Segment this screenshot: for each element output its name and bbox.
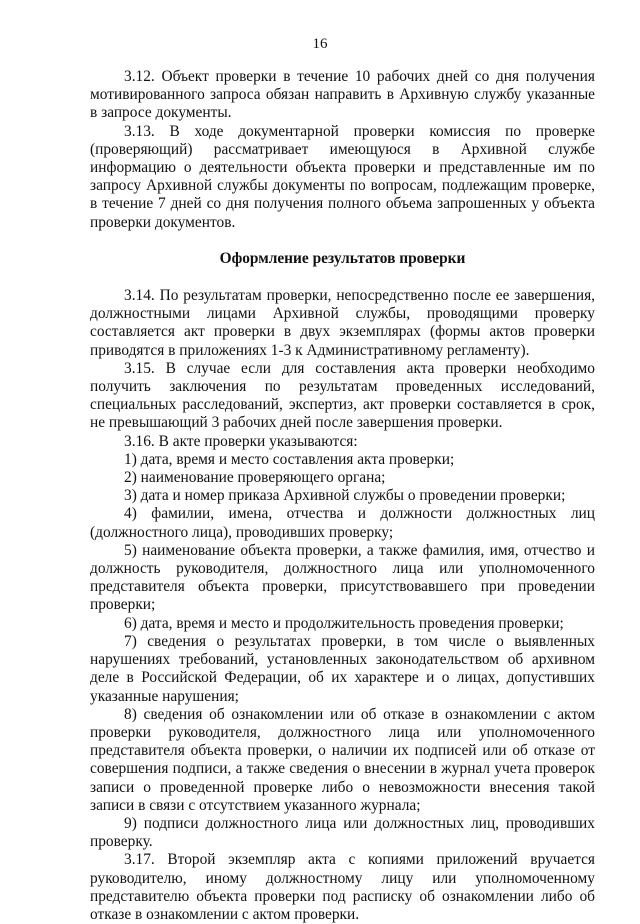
- paragraph-3-12: 3.12. Объект проверки в течение 10 рабочих дней со дня получения мотивированного запроса обязан направить в Архивную службу указанные в запросе документы.: [90, 68, 595, 122]
- paragraph-3-15: 3.15. В случае если для составления акта проверки необходимо получить заключения по результатам проведенных исследований, специальных расследований, экспертиз, акт проверки составляется в срок, не превышающий 3 рабочих дней после завершения проверки.: [90, 359, 595, 432]
- document-body: [90, 68, 595, 924]
- list-item-7: 7) сведения о результатах проверки, в том числе о выявленных нарушениях требований, установленных законодательством об архивном деле в Российской Федерации, об их характере и о лицах, допустивших указанные нарушения;: [90, 632, 595, 705]
- paragraph-3-17: 3.17. Второй экземпляр акта с копиями приложений вручается руководителю, иному должностному лицу или уполномоченному представителю объекта проверки под расписку об ознакомлении либо об отказе в ознакомлении с актом проверки.: [90, 851, 595, 923]
- list-item-6: 6) дата, время и место и продолжительность проведения проверки;: [124, 614, 564, 632]
- list-item-4: 4) фамилии, имена, отчества и должности должностных лиц (должностного лица), проводивших проверку;: [90, 505, 595, 541]
- list-item-2: 2) наименование проверяющего органа;: [124, 469, 386, 487]
- list-item-8: 8) сведения об ознакомлении или об отказе в ознакомлении с актом проверки руководителя, должностного лица или уполномоченного представителя объекта проверки, о наличии их подписей или об отказе от совершения подписи, а также сведения о внесении в журнал учета проверок записи о проведенной проверке либо о невозможности внесения такой записи в связи с отсутствием указанного журнала;: [90, 705, 595, 814]
- list-item-5: 5) наименование объекта проверки, а также фамилия, имя, отчество и должность руководителя, должностного лица или уполномоченного представителя объекта проверки, присутствовавшего при проведении проверки;: [90, 541, 595, 614]
- page-number: 16: [312, 36, 328, 52]
- section-heading: Оформление результатов проверки: [219, 249, 466, 267]
- list-item-3: 3) дата и номер приказа Архивной службы о проведении проверки;: [124, 487, 566, 505]
- list-item-1: 1) дата, время и место составления акта проверки;: [124, 450, 455, 468]
- paragraph-3-13: 3.13. В ходе документарной проверки комиссия по проверке (проверяющий) рассматривает имеющуюся в Архивной службе информацию о деятельности объекта проверки и представленные им по запросу Архивной службы документы по вопросам, подлежащим проверке, в течение 7 дней со дня получения полного объема запрошенных у объекта проверки документов.: [90, 122, 595, 231]
- list-item-9: 9) подписи должностного лица или должностных лиц, проводивших проверку.: [90, 814, 595, 851]
- paragraph-3-16: 3.16. В акте проверки указываются:: [124, 432, 358, 450]
- paragraph-3-14: 3.14. По результатам проверки, непосредственно после ее завершения, должностными лицами Архивной службы, проводящими проверку составляется акт проверки в двух экземплярах (формы актов проверки приводятся в приложениях 1-3 к Административному регламенту).: [90, 287, 595, 359]
